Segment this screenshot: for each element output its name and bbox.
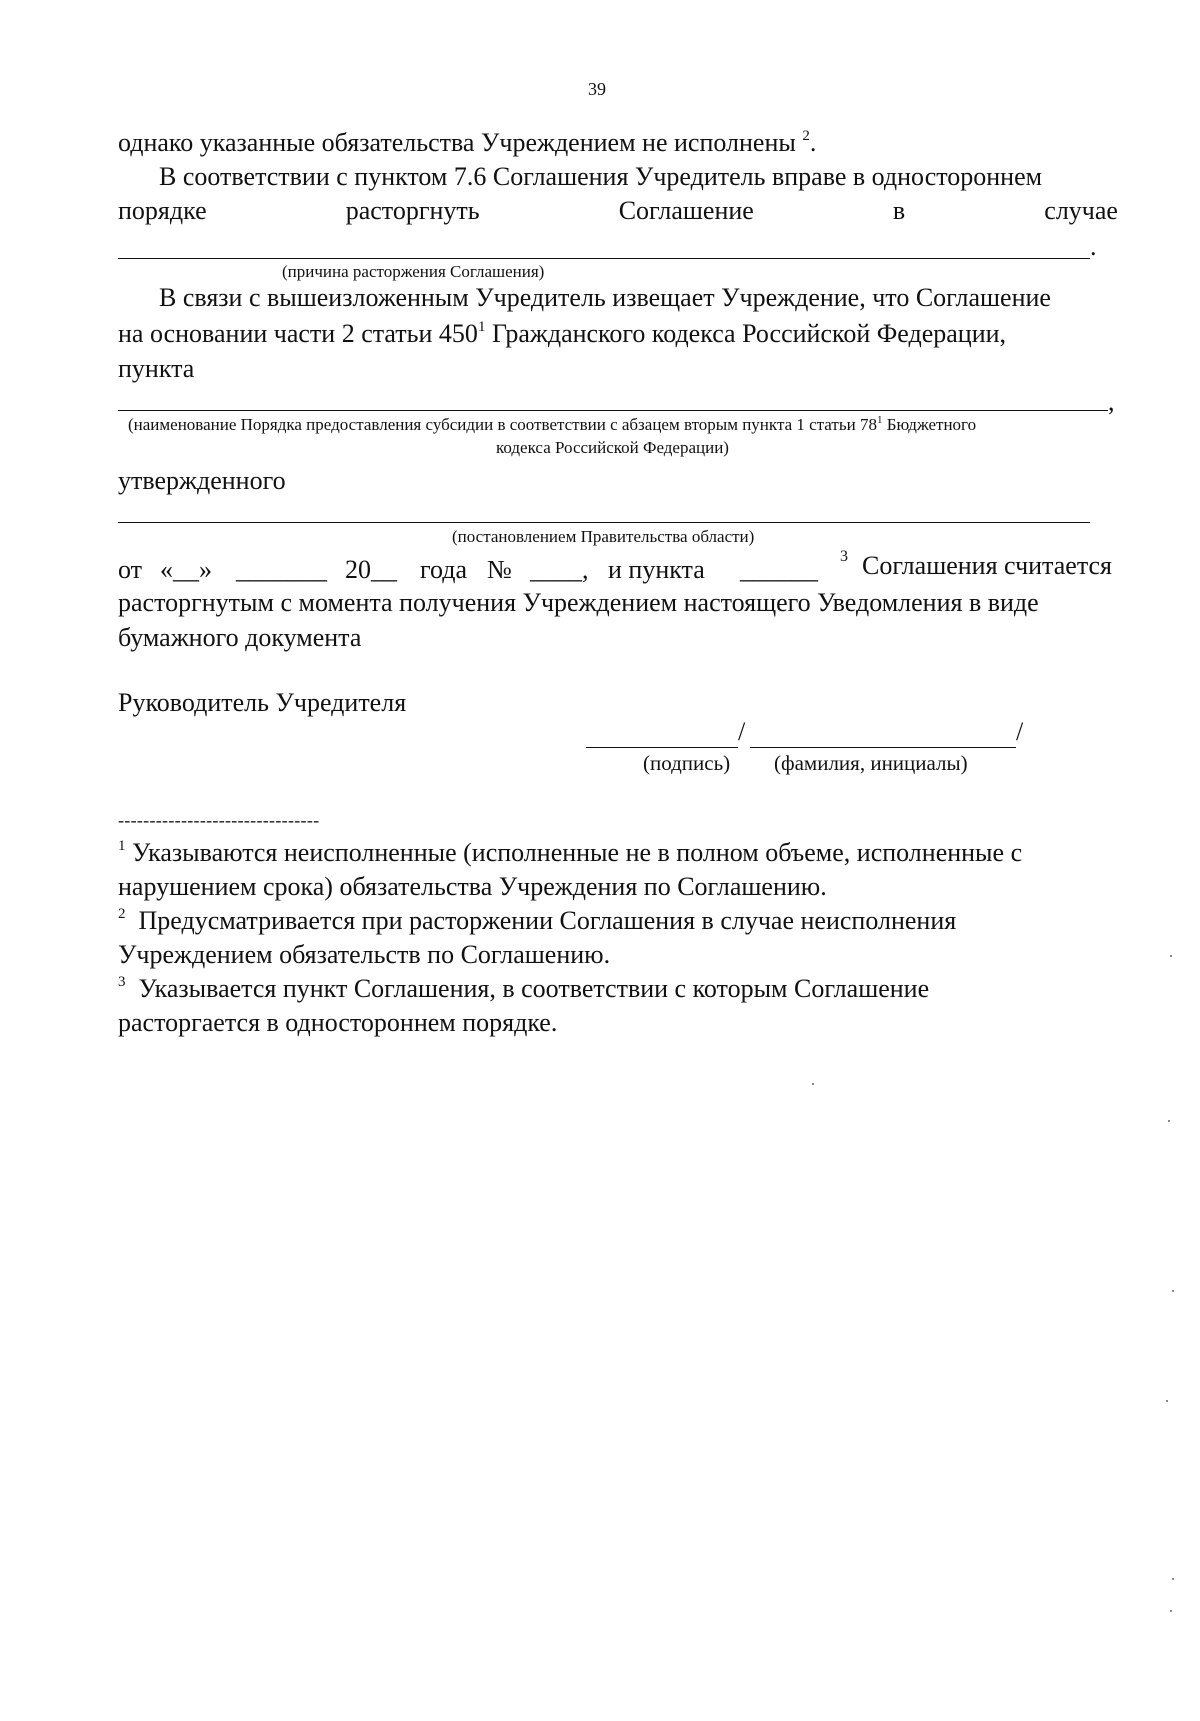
number-blank: ____, bbox=[530, 555, 589, 584]
scan-speck bbox=[1170, 1610, 1172, 1612]
footnote-3-line2: расторгается в одностороннем порядке. bbox=[118, 1008, 558, 1037]
footnote-1-line1 bbox=[118, 838, 1022, 868]
name-caption: (фамилия, инициалы) bbox=[774, 751, 968, 775]
footnote-2-line2: Учреждением обязательств по Соглашению. bbox=[118, 940, 611, 969]
para1-word: расторгнуть bbox=[345, 196, 480, 225]
footnote-text: Предусматривается при расторжении Соглашения в случае неисполнения bbox=[138, 906, 957, 935]
reason-blank-end: . bbox=[1090, 232, 1097, 261]
date-year-word: года bbox=[420, 555, 468, 584]
footnote-separator: -------------------------------- bbox=[118, 810, 320, 830]
scan-speck bbox=[1170, 955, 1172, 957]
approved-blank-line bbox=[118, 522, 1090, 523]
date-year: 20__ bbox=[345, 555, 397, 584]
head-label: Руководитель Учредителя bbox=[118, 688, 407, 717]
approved-caption: (постановлением Правительства области) bbox=[452, 527, 755, 546]
order-caption-line1 bbox=[128, 415, 976, 435]
para1-word: в bbox=[892, 196, 906, 225]
terminated-line: расторгнутым с момента получения Учреждением настоящего Уведомления в виде bbox=[118, 588, 1039, 617]
para1-line1: В соответствии с пунктом 7.6 Соглашения Учредитель вправе в одностороннем bbox=[159, 162, 1043, 191]
order-caption-post: Бюджетного bbox=[882, 415, 977, 434]
and-point: и пункта bbox=[608, 555, 705, 584]
number-sign: № bbox=[487, 555, 512, 584]
footnote-3-line1 bbox=[118, 974, 929, 1004]
scan-speck bbox=[812, 1083, 814, 1085]
scan-speck bbox=[1168, 1120, 1170, 1122]
order-caption-pre: (наименование Порядка предоставления субсидии в соответствии с абзацем вторым пункта 1 статьи 78 bbox=[128, 415, 877, 434]
scan-speck bbox=[1172, 1578, 1174, 1580]
date-month-blank: _______ bbox=[236, 555, 327, 584]
para1-word: Соглашение bbox=[618, 196, 754, 225]
order-caption-sup: 1 bbox=[876, 414, 883, 426]
footnote-num: 2 bbox=[118, 906, 126, 922]
order-blank-end: , bbox=[1108, 387, 1115, 416]
footnote-text: Указывается пункт Соглашения, в соответствии с которым Соглашение bbox=[138, 974, 930, 1003]
signature-slash: / bbox=[738, 717, 746, 746]
para2-sup: 1 bbox=[477, 319, 486, 335]
signature-caption: (подпись) bbox=[643, 751, 731, 775]
footnote-1-line2: нарушением срока) обязательства Учреждения по Соглашению. bbox=[118, 872, 827, 901]
date-ot: от bbox=[118, 555, 143, 584]
order-blank-line bbox=[118, 410, 1108, 411]
footnote-num: 1 bbox=[118, 838, 126, 854]
para2-line2 bbox=[118, 319, 1006, 349]
approved-label: утвержденного bbox=[118, 466, 286, 495]
name-line bbox=[750, 747, 1016, 748]
intro-text: однако указанные обязательства Учреждением не исполнены bbox=[118, 128, 796, 157]
intro-line bbox=[118, 128, 816, 158]
date-day-blank: «__» bbox=[160, 555, 212, 584]
paper-line: бумажного документа bbox=[118, 623, 362, 652]
para2-line2-pre: на основании части 2 статьи 450 bbox=[118, 319, 478, 348]
signature-line bbox=[586, 747, 738, 748]
date-tail: Соглашения считается bbox=[862, 551, 1112, 580]
para1-line2 bbox=[118, 196, 1118, 226]
footnote-text: Указываются неисполненные (исполненные не в полном объеме, исполненные с bbox=[125, 838, 1023, 867]
para2-line3: пункта bbox=[118, 354, 195, 383]
scan-speck bbox=[1172, 1290, 1174, 1292]
reason-caption: (причина расторжения Соглашения) bbox=[282, 262, 545, 281]
para2-line1: В связи с вышеизложенным Учредитель извещает Учреждение, что Соглашение bbox=[159, 283, 1051, 312]
order-caption-line2: кодекса Российской Федерации) bbox=[496, 438, 729, 457]
footnote-2-line1 bbox=[118, 906, 956, 936]
scan-speck bbox=[1166, 1400, 1168, 1402]
para1-word: случае bbox=[1044, 196, 1118, 225]
footnote-ref-3: 3 bbox=[840, 548, 848, 565]
page-number: 39 bbox=[588, 79, 606, 99]
point-blank: ______ bbox=[740, 555, 818, 584]
footnote-num: 3 bbox=[118, 974, 126, 990]
intro-end: . bbox=[809, 128, 817, 157]
para1-word: порядке bbox=[118, 196, 207, 225]
name-slash: / bbox=[1016, 717, 1024, 746]
para2-line2-post: Гражданского кодекса Российской Федерации, bbox=[485, 319, 1007, 348]
reason-blank-line bbox=[118, 258, 1090, 259]
footnote-ref-2: 2 bbox=[802, 128, 810, 144]
